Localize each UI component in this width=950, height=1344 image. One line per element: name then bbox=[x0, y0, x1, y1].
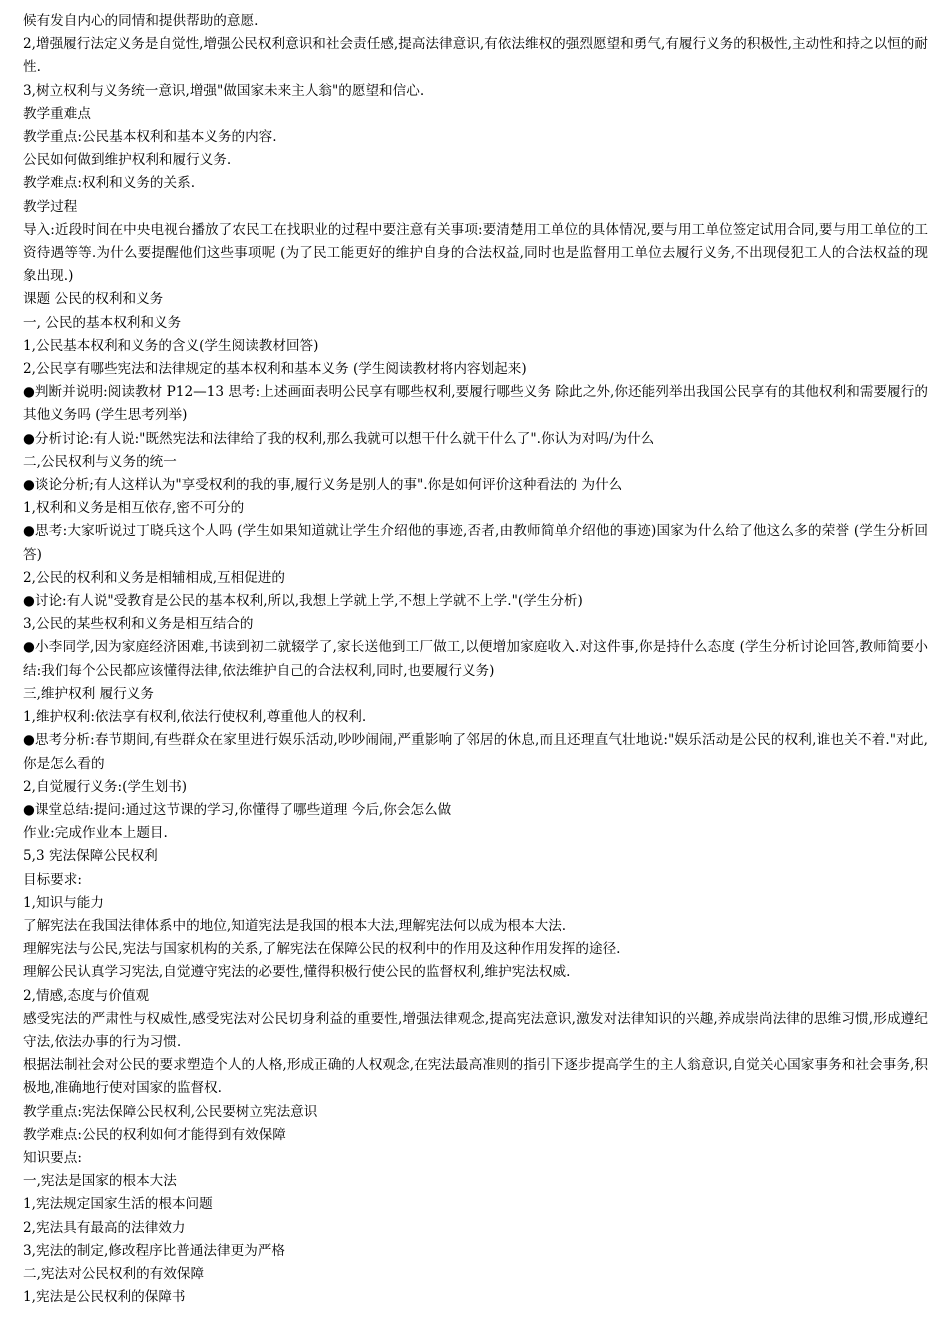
text-line: 目标要求: bbox=[23, 871, 82, 888]
bullet-item: ●思考分析:春节期间,有些群众在家里进行娱乐活动,吵吵闹闹,严重影响了邻居的休息,而且还理直气壮地说:"娱乐活动是公民的权利,谁也关不着."对此,你是怎么看的 bbox=[23, 732, 928, 772]
text-line: 1,维护权利:依法享有权利,依法行使权利,尊重他人的权利. bbox=[23, 709, 367, 726]
bullet-item: ●谈论分析;有人这样认为"享受权利的我的事,履行义务是别人的事".你是如何评价这种看法的 为什么 bbox=[23, 477, 623, 494]
bullet-item: ●判断并说明:阅读教材 P12—13 思考:上述画面表明公民享有哪些权利,要履行哪些义务 除此之外,你还能列举出我国公民享有的其他权利和需要履行的其他义务吗 (学生思考列举) bbox=[23, 384, 928, 424]
text-line: 知识要点: bbox=[23, 1149, 82, 1166]
lesson-title: 5,3 宪法保障公民权利 bbox=[23, 848, 158, 865]
text-line: 3,树立权利与义务统一意识,增强"做国家未来主人翁"的愿望和信心. bbox=[23, 82, 425, 99]
text-line: 候有发自内心的同情和提供帮助的意愿. bbox=[23, 13, 259, 29]
text-line: 2,增强履行法定义务是自觉性,增强公民权利意识和社会责任感,提高法律意识,有依法维权的强烈愿望和勇气,有履行义务的积极性,主动性和持之以恒的耐性. bbox=[23, 36, 928, 76]
text-line: 1,知识与能力 bbox=[23, 894, 104, 911]
text-line: 2,宪法具有最高的法律效力 bbox=[23, 1219, 186, 1236]
text-line: 教学重点:公民基本权利和基本义务的内容. bbox=[23, 129, 277, 146]
text-line: 了解宪法在我国法律体系中的地位,知道宪法是我国的根本大法,理解宪法何以成为根本大法. bbox=[23, 917, 567, 934]
text-line: 1,宪法是公民权利的保障书 bbox=[23, 1289, 186, 1306]
text-line: 1,宪法规定国家生活的根本问题 bbox=[23, 1196, 213, 1213]
text-line: 3,宪法的制定,修改程序比普通法律更为严格 bbox=[23, 1242, 285, 1259]
lesson-title: 课题 公民的权利和义务 bbox=[23, 291, 164, 308]
section-heading: 教学重难点 bbox=[23, 105, 91, 122]
bullet-item: ●小李同学,因为家庭经济困难,书读到初二就辍学了,家长送他到工厂做工,以便增加家庭收入.对这件事,你是持什么态度 (学生分析讨论回答,教师简要小结:我们每个公民都应该懂得法律,依法维护自己的合法权利,同时,也要履行义务) bbox=[23, 639, 928, 679]
text-line: 2,情感,态度与价值观 bbox=[23, 987, 150, 1004]
text-line: 导入:近段时间在中央电视台播放了农民工在找职业的过程中要注意有关事项:要清楚用工单位的具体情况,要与用工单位签定试用合同,要与用工单位的工资待遇等等.为什么要提醒他们这些事项呢 (为了民工能更好的维护自身的合法权益,同时也是监督用工单位去履行义务,不出现侵犯工人的合法权益的现象出现.) bbox=[23, 221, 928, 285]
text-line: 2,自觉履行义务:(学生划书) bbox=[23, 778, 188, 795]
bullet-item: ●思考:大家听说过丁晓兵这个人吗 (学生如果知道就让学生介绍他的事迹,否者,由教师简单介绍他的事迹)国家为什么给了他这么多的荣誉 (学生分析回答) bbox=[23, 523, 928, 563]
text-line: 教学难点:权利和义务的关系. bbox=[23, 175, 196, 192]
section-heading: 二,宪法对公民权利的有效保障 bbox=[23, 1265, 205, 1282]
section-heading: 教学过程 bbox=[23, 198, 78, 215]
text-line: 教学重点:宪法保障公民权利,公民要树立宪法意识 bbox=[23, 1103, 318, 1120]
text-line: 理解公民认真学习宪法,自觉遵守宪法的必要性,懂得积极行使公民的监督权利,维护宪法权威. bbox=[23, 964, 571, 981]
text-line: 感受宪法的严肃性与权威性,感受宪法对公民切身利益的重要性,增强法律观念,提高宪法意识,激发对法律知识的兴趣,养成崇尚法律的思维习惯,形成遵纪守法,依法办事的行为习惯. bbox=[23, 1010, 928, 1050]
text-line: 2,公民的权利和义务是相辅相成,互相促进的 bbox=[23, 569, 285, 586]
text-line: 2,公民享有哪些宪法和法律规定的基本权利和基本义务 (学生阅读教材将内容划起来) bbox=[23, 361, 527, 378]
text-line: 3,公民的某些权利和义务是相互结合的 bbox=[23, 616, 254, 633]
bullet-item: ●讨论:有人说"受教育是公民的基本权利,所以,我想上学就上学,不想上学就不上学."(学生分析) bbox=[23, 593, 583, 610]
text-line: 公民如何做到维护权利和履行义务. bbox=[23, 152, 232, 169]
bullet-item: ●课堂总结:提问:通过这节课的学习,你懂得了哪些道理 今后,你会怎么做 bbox=[23, 801, 452, 818]
section-heading: 一,宪法是国家的根本大法 bbox=[23, 1173, 177, 1190]
section-heading: 二,公民权利与义务的统一 bbox=[23, 453, 177, 470]
bullet-item: ●分析讨论:有人说:"既然宪法和法律给了我的权利,那么我就可以想干什么就干什么了".你认为对吗/为什么 bbox=[23, 430, 655, 447]
text-line: 1,公民基本权利和义务的含义(学生阅读教材回答) bbox=[23, 337, 319, 354]
text-line: 作业:完成作业本上题目. bbox=[23, 825, 168, 842]
text-line: 理解宪法与公民,宪法与国家机构的关系,了解宪法在保障公民的权利中的作用及这种作用发挥的途径. bbox=[23, 941, 621, 958]
section-heading: 一, 公民的基本权利和义务 bbox=[23, 314, 182, 331]
text-line: 根据法制社会对公民的要求塑造个人的人格,形成正确的人权观念,在宪法最高准则的指引下逐步提高学生的主人翁意识,自觉关心国家事务和社会事务,积极地,准确地行使对国家的监督权. bbox=[23, 1057, 928, 1097]
section-heading: 三,维护权利 履行义务 bbox=[23, 685, 154, 702]
text-line: 1,权利和义务是相互依存,密不可分的 bbox=[23, 500, 245, 517]
text-line: 教学难点:公民的权利如何才能得到有效保障 bbox=[23, 1126, 286, 1143]
